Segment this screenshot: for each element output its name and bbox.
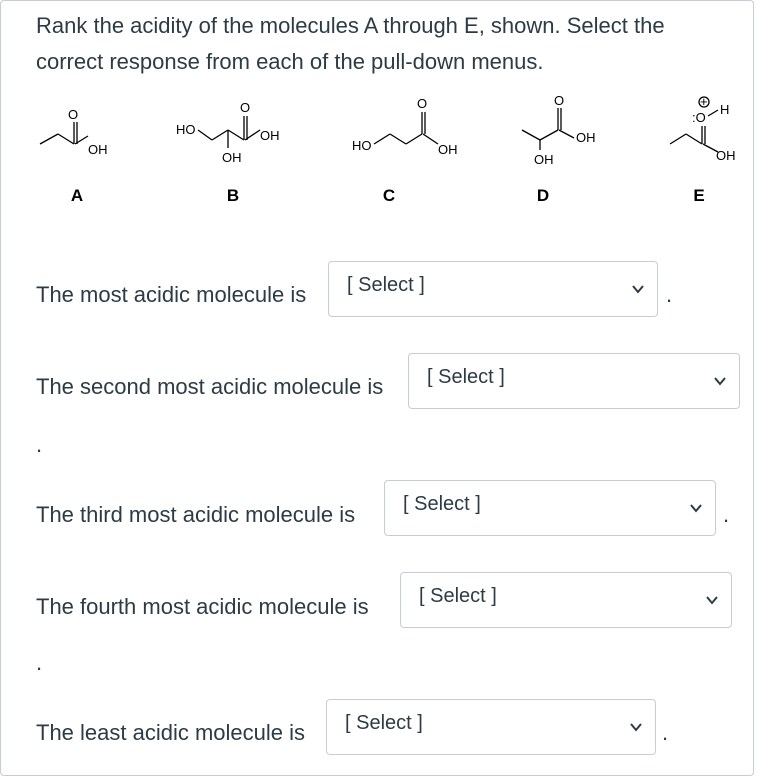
molecule-d-alcohol-oh: OH: [534, 152, 554, 167]
question-1-label: The most acidic molecule is: [36, 282, 307, 307]
molecule-e-plus-charge: +: [700, 94, 708, 109]
question-5-selected-value: [ Select ]: [345, 712, 423, 734]
question-4-label: The fourth most acidic molecule is: [36, 594, 369, 619]
chevron-down-icon: [705, 593, 719, 607]
molecule-e-oh: OH: [716, 148, 736, 163]
chevron-down-icon: [689, 501, 703, 515]
molecule-a-carbonyl-o: O: [68, 107, 79, 122]
question-3-select[interactable]: [384, 480, 716, 536]
chevron-down-icon: [629, 720, 643, 734]
molecule-c-ho: HO: [352, 138, 372, 153]
molecule-e-label: E: [693, 186, 705, 205]
question-5-period: .: [662, 720, 669, 745]
chevron-down-icon: [713, 374, 727, 388]
molecule-a-label: A: [70, 186, 84, 205]
question-3-selected-value: [ Select ]: [403, 493, 481, 515]
question-2-selected-value: [ Select ]: [427, 366, 505, 388]
question-4-select[interactable]: [400, 572, 732, 628]
molecule-d-carbonyl-o: O: [554, 93, 565, 108]
question-3-period: .: [723, 502, 730, 527]
question-4-period: .: [36, 650, 43, 675]
molecule-d-label: D: [536, 186, 550, 205]
molecule-b-carbonyl-o: O: [240, 100, 251, 115]
question-2-label: The second most acidic molecule is: [36, 374, 384, 399]
molecule-e-protonated-o: :O: [692, 110, 706, 125]
question-prompt: Rank the acidity of the molecules A through E, shown. Select the correct response from each of the pull-down menus.: [36, 13, 665, 74]
question-2-period: .: [36, 432, 43, 457]
question-3-label: The third most acidic molecule is: [36, 502, 356, 527]
molecule-c-carbonyl-o: O: [417, 96, 428, 111]
question-1-period: .: [666, 282, 673, 307]
molecule-c-label: C: [382, 186, 396, 205]
molecule-a-structure: [32, 92, 122, 162]
molecule-b-acid-oh: OH: [260, 128, 280, 143]
molecule-e-structure: [664, 92, 754, 172]
question-5-select[interactable]: [326, 699, 656, 755]
molecule-c-structure: [348, 92, 468, 172]
question-2-select[interactable]: [408, 353, 740, 409]
molecule-d-acid-oh: OH: [576, 130, 596, 145]
molecule-c-acid-oh: OH: [438, 142, 458, 157]
question-1-select[interactable]: [328, 261, 658, 317]
molecule-b-alcohol-oh: OH: [222, 150, 242, 165]
molecule-e-h: H: [720, 102, 730, 117]
molecule-b-ho: HO: [176, 122, 196, 137]
question-5-label: The least acidic molecule is: [36, 720, 306, 745]
molecule-b-structure: [172, 92, 292, 172]
molecule-b-label: B: [226, 186, 240, 205]
question-1-selected-value: [ Select ]: [347, 274, 425, 296]
question-4-selected-value: [ Select ]: [419, 585, 497, 607]
molecule-d-structure: [518, 92, 628, 172]
chevron-down-icon: [631, 282, 645, 296]
molecule-a-oh: OH: [88, 142, 108, 157]
